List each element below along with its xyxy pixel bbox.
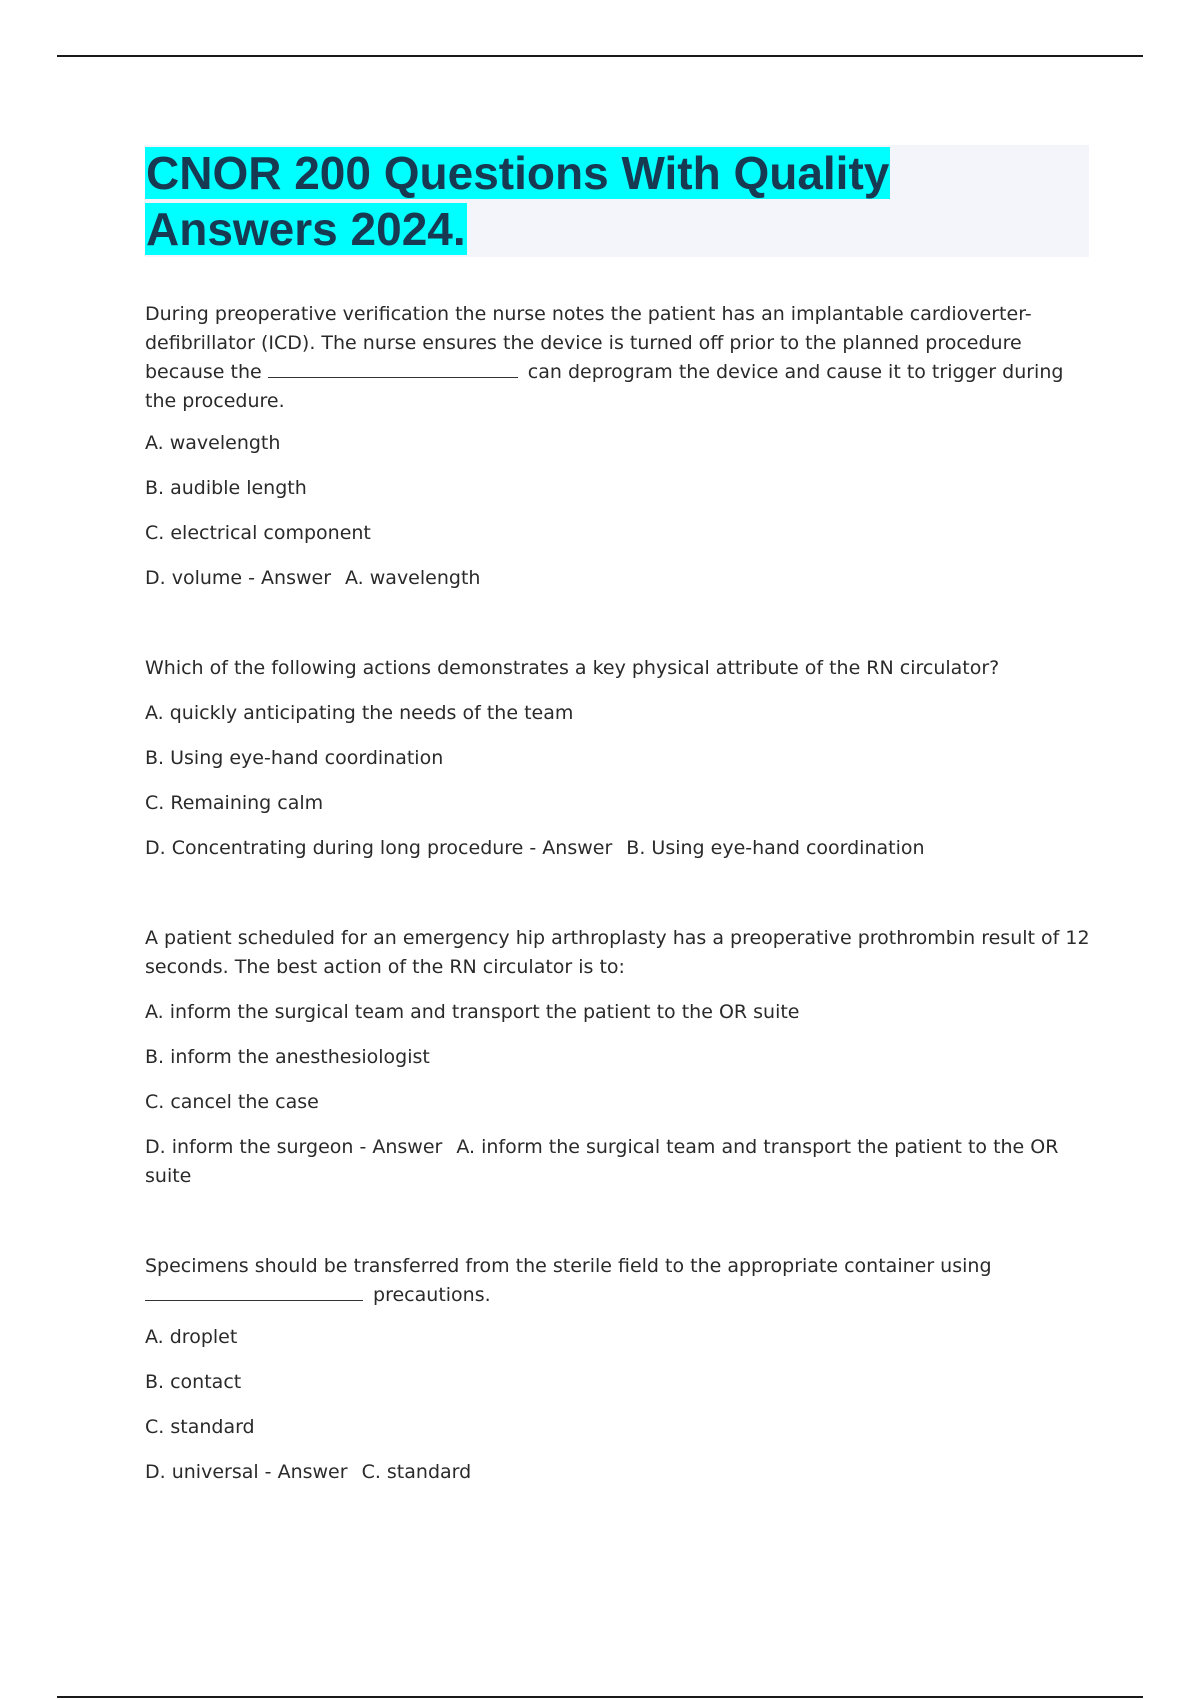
question-stem: [145, 300, 1090, 416]
option-a: A. wavelength: [145, 432, 281, 454]
question-stem-text: can deprogram the device and cause it to trigger during the procedure.: [145, 361, 1064, 412]
option-c: C. electrical component: [145, 522, 371, 544]
option-d-with-answer: [145, 1458, 1090, 1487]
option-b: B. contact: [145, 1371, 242, 1393]
question-stem: A patient scheduled for an emergency hip arthroplasty has a preoperative prothrombin result of 12 seconds. The best action of the RN circulator is to:: [145, 927, 1090, 978]
question-block: [145, 654, 1090, 863]
question-stem-text: precautions.: [367, 1284, 491, 1306]
option-d-with-answer: [145, 1133, 1090, 1191]
option-c: C. standard: [145, 1416, 255, 1438]
option-b: B. audible length: [145, 477, 307, 499]
option-c: C. Remaining calm: [145, 792, 324, 814]
option-a: A. inform the surgical team and transport the patient to the OR suite: [145, 1001, 800, 1023]
option-c: C. cancel the case: [145, 1091, 319, 1113]
option-d: D. inform the surgeon - Answer: [145, 1136, 443, 1158]
question-block: [145, 924, 1090, 1191]
option-d: D. volume - Answer: [145, 567, 332, 589]
answer-text: A. wavelength: [345, 567, 481, 589]
question-stem-text: Specimens should be transferred from the sterile field to the appropriate container using: [145, 1255, 992, 1277]
question-block: [145, 300, 1090, 593]
option-a: A. droplet: [145, 1326, 238, 1348]
question-stem: [145, 1252, 1090, 1310]
top-rule: [57, 55, 1143, 57]
option-d: D. universal - Answer: [145, 1461, 348, 1483]
answer-text: B. Using eye-hand coordination: [626, 837, 925, 859]
fill-in-blank: [268, 361, 518, 378]
option-d: D. Concentrating during long procedure - Answer: [145, 837, 613, 859]
option-b: B. inform the anesthesiologist: [145, 1046, 430, 1068]
document-title: [145, 145, 1089, 257]
fill-in-blank: [145, 1284, 363, 1301]
question-stem: Which of the following actions demonstrates a key physical attribute of the RN circulator?: [145, 657, 1000, 679]
title-line-2: Answers 2024.: [146, 203, 466, 255]
answer-text: C. standard: [361, 1461, 472, 1483]
answer-text: A. inform the surgical team and transport the patient to the OR suite: [145, 1136, 1059, 1187]
title-line-1: CNOR 200 Questions With Quality: [146, 147, 890, 199]
question-block: [145, 1252, 1090, 1487]
option-d-with-answer: [145, 834, 1090, 863]
option-d-with-answer: [145, 564, 1090, 593]
option-b: B. Using eye-hand coordination: [145, 747, 444, 769]
document-body: [145, 300, 1090, 1487]
bottom-rule: [57, 1696, 1143, 1698]
question-stem-text: During preoperative verification the nurse notes the patient has an implantable cardioverter-defibrillator (ICD). The nurse ensures the device is turned off prior to the planned procedure because the: [145, 303, 1032, 383]
option-a: A. quickly anticipating the needs of the team: [145, 702, 574, 724]
